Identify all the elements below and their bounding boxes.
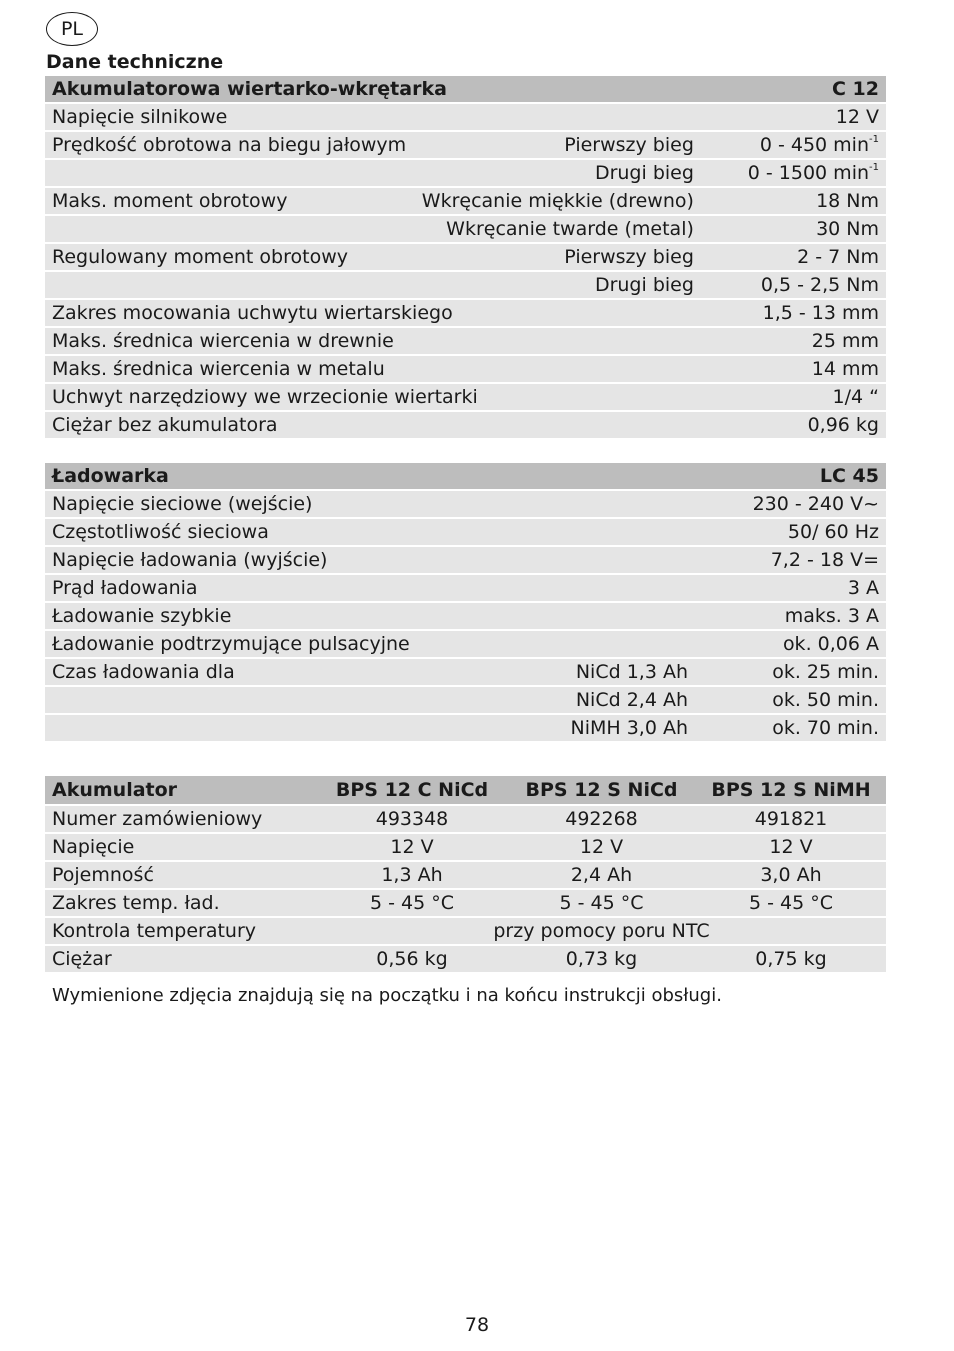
spec-sublabel: NiCd 2,4 Ah: [407, 687, 695, 713]
spec-row: [45, 300, 886, 326]
battery-label: Zakres temp. ład.: [45, 890, 317, 916]
spec-value-text: 230 - 240 V~: [752, 493, 879, 515]
battery-column-header: BPS 12 S NiMH: [696, 776, 886, 804]
battery-column-header: BPS 12 C NiCd: [317, 776, 507, 804]
spec-row: [45, 328, 886, 354]
spec-label: Prąd ładowania: [45, 575, 695, 601]
battery-label: Napięcie: [45, 834, 317, 860]
spec-value: [701, 412, 886, 438]
spec-label: Ciężar bez akumulatora: [45, 412, 701, 438]
spec-value: [701, 272, 886, 298]
footnote: Wymienione zdjęcia znajdują się na początku i na końcu instrukcji obsługi.: [52, 985, 722, 1006]
spec-row: [45, 412, 886, 438]
spec-value: [695, 659, 886, 685]
spec-value: [695, 547, 886, 573]
spec-sublabel: NiCd 1,3 Ah: [407, 659, 695, 685]
battery-label: Pojemność: [45, 862, 317, 888]
drill-spec-table: [45, 74, 886, 440]
spec-label: Zakres mocowania uchwytu wiertarskiego: [45, 300, 701, 326]
spec-sublabel: Drugi bieg: [413, 272, 701, 298]
spec-value-text: ok. 0,06 A: [782, 633, 879, 655]
page-number: 78: [464, 1314, 490, 1336]
spec-value-text: 7,2 - 18 V=: [770, 549, 879, 571]
spec-label: Ładowanie podtrzymujące pulsacyjne: [45, 631, 695, 657]
spec-label: Maks. średnica wiercenia w drewnie: [45, 328, 701, 354]
spec-value: [701, 188, 886, 214]
spec-value-text: 30 Nm: [816, 218, 879, 240]
spec-row: [45, 104, 886, 130]
spec-value-text: 1,5 - 13 mm: [762, 302, 879, 324]
battery-value: 0,73 kg: [507, 946, 696, 972]
drill-model: C 12: [701, 76, 886, 102]
spec-row: [45, 384, 886, 410]
spec-label: [45, 272, 413, 298]
spec-sublabel: Wkręcanie twarde (metal): [413, 216, 701, 242]
battery-row: [45, 918, 886, 944]
battery-label: Kontrola temperatury: [45, 918, 317, 944]
battery-label: Numer zamówieniowy: [45, 806, 317, 832]
spec-row: [45, 631, 886, 657]
charger-header-row: [45, 463, 886, 489]
spec-row: [45, 603, 886, 629]
charger-model: LC 45: [695, 463, 886, 489]
spec-value-text: ok. 70 min.: [772, 717, 879, 739]
spec-value: [701, 160, 886, 186]
unit-exponent: -1: [869, 161, 879, 173]
battery-value: 0,75 kg: [696, 946, 886, 972]
battery-header-row: [45, 776, 886, 804]
spec-label: Napięcie ładowania (wyjście): [45, 547, 695, 573]
spec-row: [45, 188, 886, 214]
language-badge: [46, 12, 98, 46]
spec-value: [695, 575, 886, 601]
battery-row: [45, 806, 886, 832]
spec-value: [701, 132, 886, 158]
spec-value-text: 0 - 1500 min: [747, 162, 870, 184]
battery-value: 3,0 Ah: [696, 862, 886, 888]
spec-value-text: 18 Nm: [816, 190, 879, 212]
page-title: Dane techniczne: [46, 51, 224, 73]
drill-title: Akumulatorowa wiertarko-wkrętarka: [45, 76, 701, 102]
battery-value: 5 - 45 °C: [696, 890, 886, 916]
spec-label: [45, 715, 407, 741]
battery-value: 1,3 Ah: [317, 862, 507, 888]
spec-row: [45, 519, 886, 545]
drill-header-row: [45, 76, 886, 102]
battery-row: [45, 946, 886, 972]
spec-label: Czas ładowania dla: [45, 659, 407, 685]
battery-value: 492268: [507, 806, 696, 832]
battery-value: 5 - 45 °C: [507, 890, 696, 916]
spec-value: [695, 603, 886, 629]
charger-title: Ładowarka: [45, 463, 695, 489]
spec-row: [45, 216, 886, 242]
battery-title: Akumulator: [45, 776, 317, 804]
spec-value: [701, 356, 886, 382]
spec-row: [45, 659, 886, 685]
spec-value: [701, 384, 886, 410]
spec-value: [695, 631, 886, 657]
battery-value: 12 V: [507, 834, 696, 860]
spec-row: [45, 547, 886, 573]
battery-row: [45, 890, 886, 916]
spec-label: Prędkość obrotowa na biegu jałowym: [45, 132, 413, 158]
spec-label: Regulowany moment obrotowy: [45, 244, 413, 270]
spec-value: [695, 715, 886, 741]
spec-value: [701, 328, 886, 354]
unit-exponent: -1: [869, 133, 879, 145]
spec-value-text: 25 mm: [811, 330, 879, 352]
spec-label: Częstotliwość sieciowa: [45, 519, 695, 545]
spec-sublabel: Pierwszy bieg: [413, 244, 701, 270]
spec-row: [45, 272, 886, 298]
battery-value: 5 - 45 °C: [317, 890, 507, 916]
spec-label: Uchwyt narzędziowy we wrzecionie wiertarki: [45, 384, 701, 410]
spec-value: [695, 491, 886, 517]
spec-value-text: 14 mm: [811, 358, 879, 380]
battery-value: 2,4 Ah: [507, 862, 696, 888]
spec-value-text: 1/4 “: [832, 386, 879, 408]
battery-row: [45, 862, 886, 888]
spec-value-text: 3 A: [847, 577, 879, 599]
language-code: PL: [60, 18, 84, 40]
spec-row: [45, 715, 886, 741]
spec-value-text: ok. 50 min.: [772, 689, 879, 711]
spec-label: [45, 160, 413, 186]
spec-value-text: 0 - 450 min: [759, 134, 870, 156]
spec-row: [45, 356, 886, 382]
spec-label: Napięcie silnikowe: [45, 104, 701, 130]
battery-row: [45, 834, 886, 860]
spec-value-text: 50/ 60 Hz: [787, 521, 879, 543]
spec-label: Maks. moment obrotowy: [45, 188, 413, 214]
charger-spec-table: [45, 461, 886, 743]
spec-sublabel: Drugi bieg: [413, 160, 701, 186]
spec-value: [695, 519, 886, 545]
spec-value-text: maks. 3 A: [784, 605, 879, 627]
battery-value: 493348: [317, 806, 507, 832]
spec-sublabel: Pierwszy bieg: [413, 132, 701, 158]
battery-merged-value: przy pomocy poru NTC: [317, 918, 886, 944]
spec-row: [45, 132, 886, 158]
battery-value: 0,56 kg: [317, 946, 507, 972]
spec-value: [701, 244, 886, 270]
spec-row: [45, 491, 886, 517]
spec-value: [701, 104, 886, 130]
spec-value-text: 0,5 - 2,5 Nm: [760, 274, 879, 296]
spec-sublabel: NiMH 3,0 Ah: [407, 715, 695, 741]
battery-value: 12 V: [317, 834, 507, 860]
battery-value: 12 V: [696, 834, 886, 860]
spec-sublabel: Wkręcanie miękkie (drewno): [413, 188, 701, 214]
spec-value-text: ok. 25 min.: [772, 661, 879, 683]
spec-label: [45, 687, 407, 713]
spec-value-text: 0,96 kg: [807, 414, 879, 436]
spec-label: [45, 216, 413, 242]
spec-value-text: 12 V: [835, 106, 879, 128]
spec-label: Napięcie sieciowe (wejście): [45, 491, 695, 517]
battery-column-header: BPS 12 S NiCd: [507, 776, 696, 804]
spec-value: [701, 300, 886, 326]
battery-label: Ciężar: [45, 946, 317, 972]
spec-row: [45, 244, 886, 270]
spec-row: [45, 687, 886, 713]
spec-row: [45, 575, 886, 601]
spec-value: [701, 216, 886, 242]
spec-label: Maks. średnica wiercenia w metalu: [45, 356, 701, 382]
spec-label: Ładowanie szybkie: [45, 603, 695, 629]
battery-value: 491821: [696, 806, 886, 832]
spec-value: [695, 687, 886, 713]
battery-spec-table: [45, 774, 886, 974]
spec-row: [45, 160, 886, 186]
spec-value-text: 2 - 7 Nm: [797, 246, 879, 268]
